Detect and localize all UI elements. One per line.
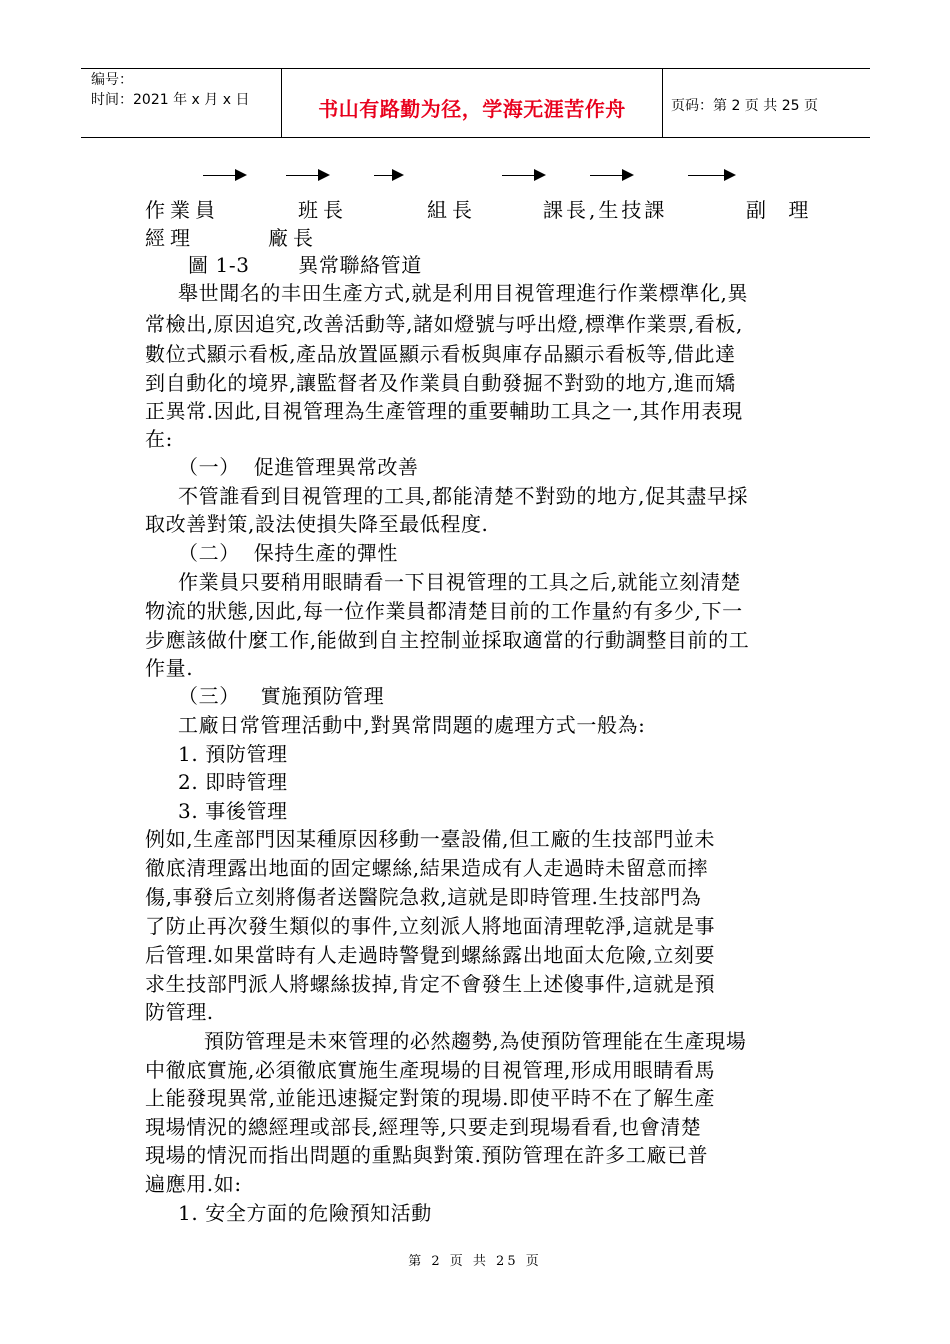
body-line: 預防管理是未來管理的必然趨勢,為使預防管理能在生產現場 [190, 1029, 747, 1053]
body-line: 現場的情況而指出問題的重點與對策.預防管理在許多工廠已普 [145, 1143, 709, 1167]
body-line: 工廠日常管理活動中,對異常問題的處理方式一般為: [178, 713, 646, 737]
body-line: 到自動化的境界,讓監督者及作業員自動發掘不對勁的地方,進而矯 [145, 371, 736, 395]
body-line: 例如,生產部門因某種原因移動一臺設備,但工廠的生技部門並未 [145, 827, 716, 851]
list-item: 2. 即時管理 [178, 770, 288, 794]
document-header [81, 68, 870, 138]
flow-node: 副 理 [746, 198, 817, 222]
flow-arrow [203, 169, 247, 181]
body-line: 求生技部門派人將螺絲拔掉,肯定不會發生上述傻事件,這就是預 [145, 972, 716, 996]
body-line: 數位式顯示看板,產品放置區顯示看板與庫存品顯示看板等,借此達 [145, 342, 736, 366]
flow-node: 廠長 [268, 226, 318, 250]
body-line: 不管誰看到目視管理的工具,都能清楚不對勁的地方,促其盡早採 [178, 484, 749, 508]
flow-node: 課長,生技課 [543, 198, 668, 222]
flow-arrow [374, 169, 404, 181]
body-line: 作業員只要稍用眼睛看一下目視管理的工具之后,就能立刻清楚 [178, 570, 742, 594]
header-meta-cell [81, 69, 282, 137]
flow-arrow [688, 169, 736, 181]
body-line: 中徹底實施,必須徹底實施生產現場的目視管理,形成用眼睛看馬 [145, 1058, 716, 1082]
header-page-cell [663, 69, 870, 137]
section-heading: （三） 實施預防管理 [178, 684, 385, 708]
body-line: 防管理. [145, 1000, 214, 1024]
page-number-label: 页码：第 2 页 共 25 页 [671, 98, 818, 114]
body-line: 步應該做什麼工作,能做到自主控制並採取適當的行動調整目前的工 [145, 628, 750, 652]
flow-node: 經理 [145, 226, 195, 250]
flow-node: 組長 [427, 198, 477, 222]
list-item: 3. 事後管理 [178, 799, 288, 823]
body-line: 徹底清理露出地面的固定螺絲,結果造成有人走過時未留意而摔 [145, 856, 709, 880]
body-line: 遍應用.如: [145, 1172, 242, 1196]
section-heading: （一） 促進管理異常改善 [178, 455, 419, 479]
page-footer: 第 2 页 共 25 页 [408, 1254, 542, 1269]
flow-arrow [590, 169, 634, 181]
date-label: 时间：2021 年 x 月 x 日 [91, 92, 250, 108]
slogan: 书山有路勤为径，学海无涯苦作舟 [318, 97, 626, 121]
body-line: 常檢出,原因追究,改善活動等,諸如燈號与呼出燈,標準作業票,看板, [145, 312, 743, 336]
section-heading: （二） 保持生產的彈性 [178, 541, 398, 565]
list-item: 1. 預防管理 [178, 742, 288, 766]
body-line: 傷,事發后立刻將傷者送醫院急救,這就是即時管理.生技部門為 [145, 885, 702, 909]
body-line: 正異常.因此,目視管理為生產管理的重要輔助工具之一,其作用表現 [145, 399, 743, 423]
doc-number-label: 编号： [91, 72, 133, 88]
flow-node: 班長 [298, 198, 348, 222]
flow-arrow [502, 169, 546, 181]
body-line: 后管理.如果當時有人走過時警覺到螺絲露出地面太危險,立刻要 [145, 943, 716, 967]
body-line: 在: [145, 427, 173, 451]
list-item: 1. 安全方面的危險預知活動 [178, 1201, 432, 1225]
flow-node: 作業員 [145, 198, 220, 222]
flow-arrow [286, 169, 330, 181]
body-line: 現場情況的總經理或部長,經理等,只要走到現場看看,也會清楚 [145, 1115, 702, 1139]
body-line: 物流的狀態,因此,每一位作業員都清楚目前的工作量約有多少,下一 [145, 599, 743, 623]
figure-caption: 圖 1-3 異常聯絡管道 [188, 253, 422, 277]
body-line: 舉世聞名的丰田生產方式,就是利用目視管理進行作業標準化,異 [178, 281, 749, 305]
body-line: 上能發現異常,並能迅速擬定對策的現場.即使平時不在了解生產 [145, 1086, 716, 1110]
body-line: 取改善對策,設法使損失降至最低程度. [145, 512, 489, 536]
header-slogan-cell [282, 69, 663, 137]
body-line: 了防止再次發生類似的事件,立刻派人將地面清理乾淨,這就是事 [145, 914, 716, 938]
body-line: 作量. [145, 656, 194, 680]
